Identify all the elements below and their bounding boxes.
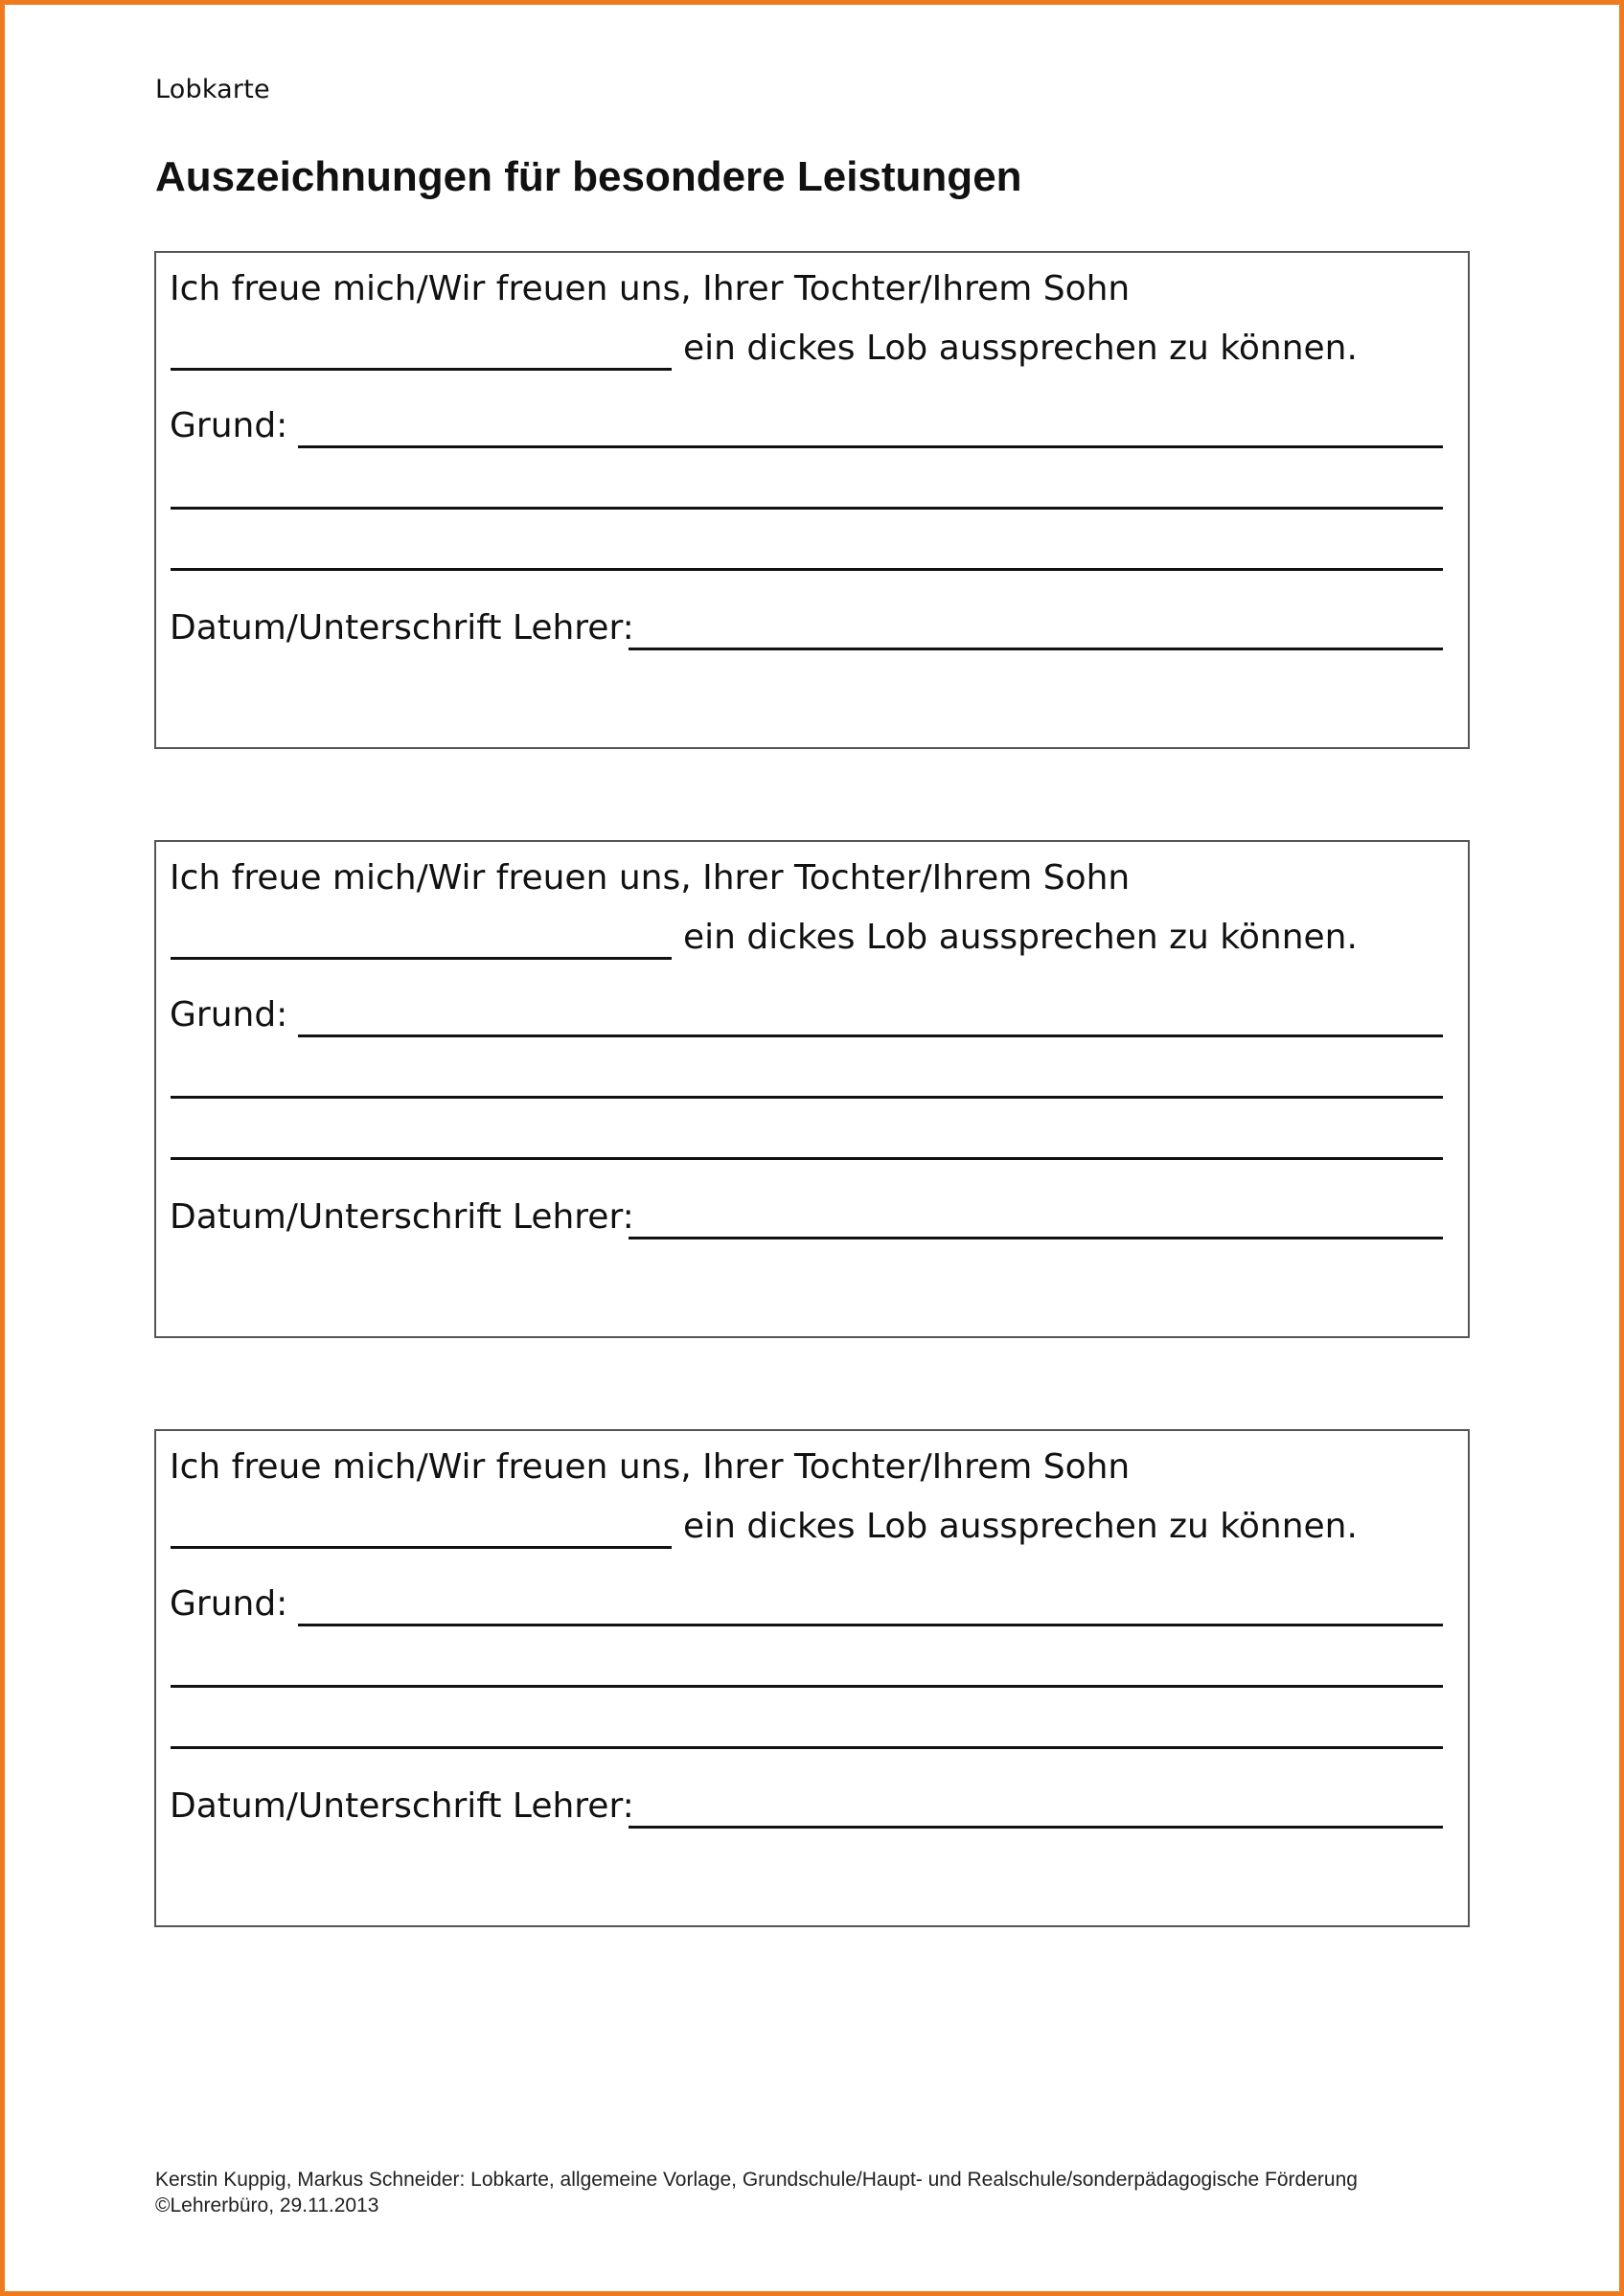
date-signature-label: Datum/Unterschrift Lehrer: xyxy=(170,1197,634,1237)
document-label: Lobkarte xyxy=(155,75,270,104)
reason-line-2[interactable] xyxy=(171,1685,1443,1688)
intro-text: Ich freue mich/Wir freuen uns, Ihrer Tochter/Ihrem Sohn xyxy=(170,269,1131,308)
praise-text: ein dickes Lob aussprechen zu können. xyxy=(683,1507,1358,1546)
praise-text: ein dickes Lob aussprechen zu können. xyxy=(683,329,1358,368)
student-name-line[interactable] xyxy=(171,957,672,960)
reason-line-3[interactable] xyxy=(171,1746,1443,1749)
reason-label: Grund: xyxy=(170,406,288,445)
reason-line-1[interactable] xyxy=(298,445,1443,448)
student-name-line[interactable] xyxy=(171,368,672,371)
footer-authors: Kerstin Kuppig, Markus Schneider: Lobkarte, allgemeine Vorlage, Grundschule/Haupt- und Realschule/sonderpädagogische Förderung xyxy=(155,2169,1358,2191)
date-signature-line[interactable] xyxy=(629,648,1443,650)
date-signature-line[interactable] xyxy=(629,1237,1443,1239)
footer-credits xyxy=(155,2167,1358,2218)
reason-line-1[interactable] xyxy=(298,1034,1443,1037)
intro-text: Ich freue mich/Wir freuen uns, Ihrer Tochter/Ihrem Sohn xyxy=(170,1447,1131,1487)
date-signature-label: Datum/Unterschrift Lehrer: xyxy=(170,608,634,648)
reason-line-3[interactable] xyxy=(171,568,1443,571)
reason-line-2[interactable] xyxy=(171,507,1443,510)
reason-line-1[interactable] xyxy=(298,1624,1443,1626)
praise-card-2 xyxy=(154,840,1470,1338)
reason-line-2[interactable] xyxy=(171,1096,1443,1099)
date-signature-line[interactable] xyxy=(629,1826,1443,1829)
praise-card-1 xyxy=(154,251,1470,749)
praise-text: ein dickes Lob aussprechen zu können. xyxy=(683,918,1358,957)
reason-label: Grund: xyxy=(170,1584,288,1624)
footer-copyright: ©Lehrerbüro, 29.11.2013 xyxy=(155,2194,379,2216)
reason-line-3[interactable] xyxy=(171,1157,1443,1160)
date-signature-label: Datum/Unterschrift Lehrer: xyxy=(170,1786,634,1826)
page-title: Auszeichnungen für besondere Leistungen xyxy=(155,153,1022,200)
intro-text: Ich freue mich/Wir freuen uns, Ihrer Tochter/Ihrem Sohn xyxy=(170,858,1131,898)
reason-label: Grund: xyxy=(170,995,288,1034)
praise-card-3 xyxy=(154,1429,1470,1927)
student-name-line[interactable] xyxy=(171,1546,672,1549)
